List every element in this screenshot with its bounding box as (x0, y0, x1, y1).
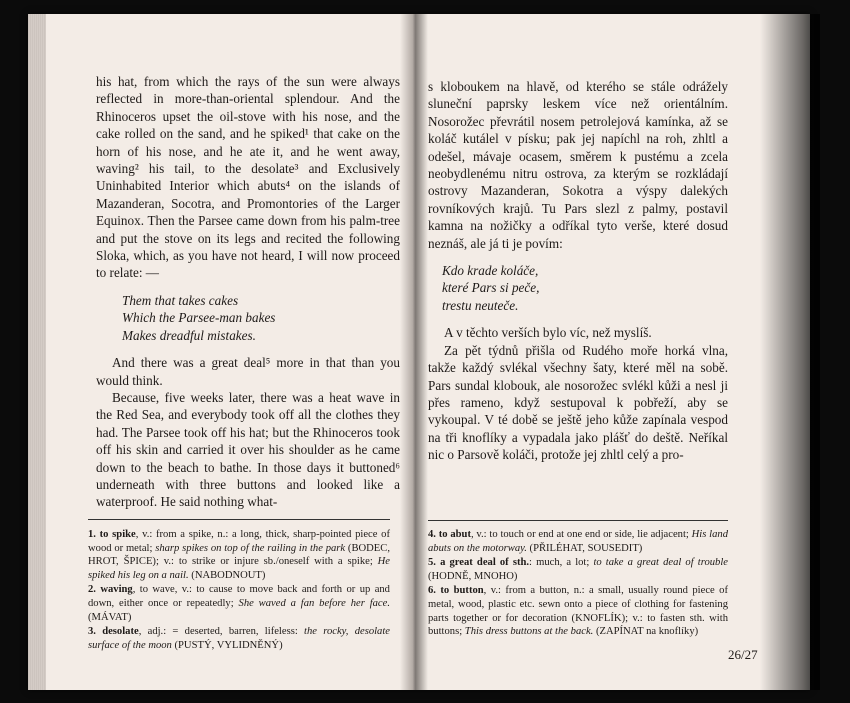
right-footnotes (428, 528, 728, 640)
left-paragraph: And there was a great deal⁵ more in that than you would think. (96, 355, 400, 388)
left-paragraph: Because, five weeks later, there was a heat wave in the Red Sea, and everybody took off all the clothes they had. The Parsee took off his hat; but the Rhinoceros took off his skin and carried it over his shoulder as he came down to the beach to bathe. In those days it buttoned⁶ underneath with three buttons and looked like a waterproof. He said nothing what- (96, 389, 400, 510)
page-edges (28, 14, 46, 690)
page-number: 26/27 (728, 647, 758, 662)
left-footnotes (88, 528, 390, 653)
verse-line: trestu neuteče. (442, 297, 519, 313)
page-shadow (760, 14, 820, 690)
footnote-divider (88, 519, 390, 520)
book-gutter (400, 14, 428, 690)
right-verse (442, 262, 728, 314)
left-page-body (96, 73, 400, 511)
footnote: 5. a great deal of sth.: much, a lot; to take a great deal of trouble (HODNĚ, MNOHO) (428, 557, 728, 582)
verse-line: Kdo krade koláče, (442, 263, 539, 279)
footnote: 1. to spike, v.: from a spike, n.: a long, thick, sharp-pointed piece of wood or metal; sharp spikes on top of the railing in the park (BODEC, HROT, ŠPICE); v.: to strike or injure sb./oneself with a spike; He spiked his leg on a nail. (NABODNOUT) (88, 529, 390, 581)
footnote: 3. desolate, adj.: = deserted, barren, lifeless: the rocky, desolate surface of the moon (PUSTÝ, VYLIDNĚNÝ) (88, 626, 390, 651)
footnote: 2. waving, to wave, v.: to cause to move back and forth or up and down, either once or repeatedly; She waved a fan before her face. (MÁVAT) (88, 584, 390, 623)
verse-line: Which the Parsee-man bakes (122, 310, 276, 326)
right-page-body (428, 78, 728, 464)
right-paragraph: Za pět týdnů přišla od Rudého moře horká vlna, takže každý svlékal všechny šaty, které měl na sobě. Pars sundal klobouk, ale nosorožec svlékl kůži a nesl ji přes rameno, když sestupoval k pobřeží, aby se vykoupal. V té době se ještě jeho kůže zapínala vespod na tři knoflíky a vypadala jako plášť do deště. Neříkal nic o Parsově koláči, protože jej zhltl celý a pro- (428, 342, 728, 463)
verse-line: které Pars si peče, (442, 280, 540, 296)
left-verse (122, 292, 400, 344)
right-paragraph: s kloboukem na hlavě, od kterého se stále odrážely sluneční paprsky leskem více než orientálním. Nosorožec převrátil nosem petrolejová kamínka, až se koláč kutálel v písku; pak jej napíchl na roh, zhltl a odešel, mávaje ocasem, směrem k pustému a zcela neobydlenému nitru ostrova, za kterým se rozkládají ostrovy Mazanderan, Sokotra a výspy dalekých rovníkových krajů. Tu Pars slezl z palmy, postavil kamna na nožičky a odříkal tyto verše, které dosud neznáš, ale já ti je povím: (428, 79, 728, 251)
verse-line: Them that takes cakes (122, 292, 239, 308)
footnote: 4. to abut, v.: to touch or end at one end or side, lie adjacent; His land abuts on the motorway. (PŘILÉHAT, SOUSEDIT) (428, 529, 728, 554)
verse-line: Makes dreadful mistakes. (122, 327, 256, 343)
footnote-divider (428, 520, 728, 521)
right-paragraph: A v těchto verších bylo víc, než myslíš. (444, 325, 652, 341)
left-paragraph: his hat, from which the rays of the sun were always reflected in more-than-oriental splendour. And the Rhinoceros upset the oil-stove with his nose, and the cake rolled on the sand, and he spiked¹ that cake on the horn of his nose, and he ate it, and he went away, waving² his tail, to the desolate³ and Exclusively Uninhabited Interior which abuts⁴ on the islands of Mazanderan, Socotra, and Promontories of the Larger Equinox. Then the Parsee came down from his palm-tree and put the stove on its legs and recited the following Sloka, which, as you have not heard, I will now proceed to relate: — (96, 74, 400, 281)
footnote: 6. to button, v.: from a button, n.: a small, usually round piece of metal, wood, plastic etc. sewn onto a piece of clothing for fastening parts together or for decoration (KNOFLÍK); v.: to fasten sth. with buttons; This dress buttons at the back. (ZAPÍNAT na knoflíky) (428, 585, 728, 638)
